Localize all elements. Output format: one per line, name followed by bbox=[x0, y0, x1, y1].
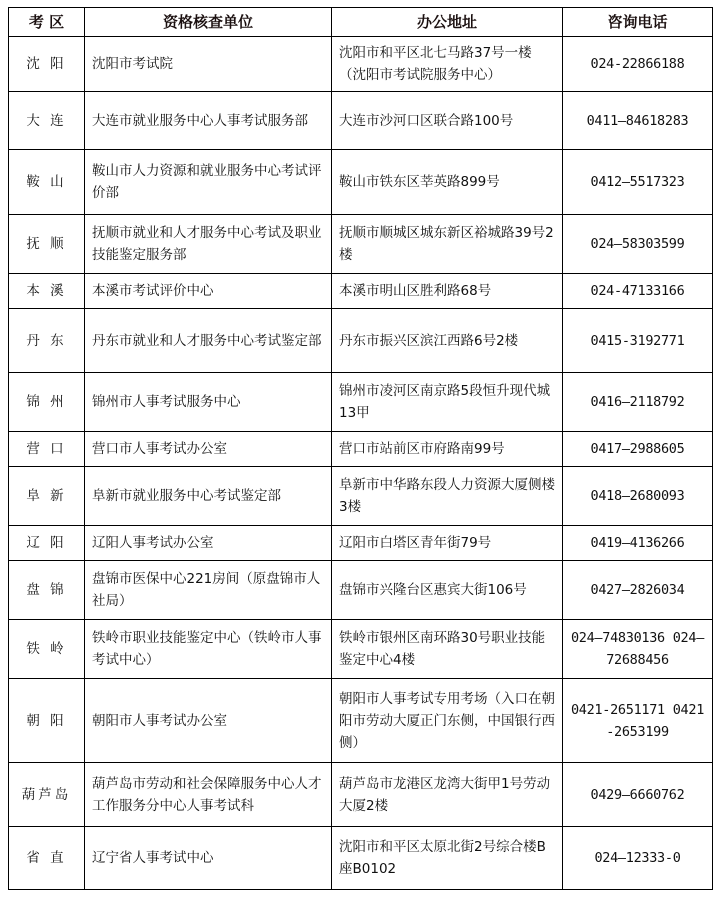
header-phone: 咨询电话 bbox=[563, 8, 713, 37]
header-unit: 资格核查单位 bbox=[85, 8, 332, 37]
region-cell: 阜 新 bbox=[9, 467, 85, 526]
table-row bbox=[9, 526, 713, 561]
phone-cell: 0417—2988605 bbox=[563, 432, 713, 467]
header-region: 考 区 bbox=[9, 8, 85, 37]
address-cell: 沈阳市和平区太原北街2号综合楼B座B0102 bbox=[332, 827, 563, 890]
address-cell: 丹东市振兴区滨江西路6号2楼 bbox=[332, 309, 563, 373]
unit-cell: 盘锦市医保中心221房间（原盘锦市人社局） bbox=[85, 561, 332, 620]
table-row bbox=[9, 373, 713, 432]
address-cell: 阜新市中华路东段人力资源大厦侧楼3楼 bbox=[332, 467, 563, 526]
table-row bbox=[9, 150, 713, 215]
table-row bbox=[9, 274, 713, 309]
address-cell: 盘锦市兴隆台区惠宾大街106号 bbox=[332, 561, 563, 620]
phone-cell: 0427—2826034 bbox=[563, 561, 713, 620]
table-header-row bbox=[9, 8, 713, 37]
address-cell: 锦州市凌河区南京路5段恒升现代城13甲 bbox=[332, 373, 563, 432]
table-row bbox=[9, 432, 713, 467]
region-cell: 沈 阳 bbox=[9, 37, 85, 92]
unit-cell: 辽阳人事考试办公室 bbox=[85, 526, 332, 561]
address-cell: 辽阳市白塔区青年街79号 bbox=[332, 526, 563, 561]
region-cell: 盘 锦 bbox=[9, 561, 85, 620]
unit-cell: 朝阳市人事考试办公室 bbox=[85, 679, 332, 763]
region-cell: 营 口 bbox=[9, 432, 85, 467]
table-row bbox=[9, 679, 713, 763]
table-row bbox=[9, 620, 713, 679]
table-row bbox=[9, 561, 713, 620]
unit-cell: 营口市人事考试办公室 bbox=[85, 432, 332, 467]
phone-cell: 024—74830136 024—72688456 bbox=[563, 620, 713, 679]
address-cell: 沈阳市和平区北七马路37号一楼（沈阳市考试院服务中心） bbox=[332, 37, 563, 92]
phone-cell: 0429—6660762 bbox=[563, 763, 713, 827]
unit-cell: 辽宁省人事考试中心 bbox=[85, 827, 332, 890]
region-cell: 本 溪 bbox=[9, 274, 85, 309]
region-cell: 铁 岭 bbox=[9, 620, 85, 679]
phone-cell: 024—12333-0 bbox=[563, 827, 713, 890]
table-row bbox=[9, 467, 713, 526]
unit-cell: 大连市就业服务中心人事考试服务部 bbox=[85, 92, 332, 150]
table-row bbox=[9, 763, 713, 827]
header-address: 办公地址 bbox=[332, 8, 563, 37]
table-row bbox=[9, 827, 713, 890]
phone-cell: 0419—4136266 bbox=[563, 526, 713, 561]
phone-cell: 0421-2651171 0421-2653199 bbox=[563, 679, 713, 763]
region-cell: 大 连 bbox=[9, 92, 85, 150]
phone-cell: 0411—84618283 bbox=[563, 92, 713, 150]
table-row bbox=[9, 92, 713, 150]
phone-cell: 0416—2118792 bbox=[563, 373, 713, 432]
address-cell: 营口市站前区市府路南99号 bbox=[332, 432, 563, 467]
address-cell: 鞍山市铁东区莘英路899号 bbox=[332, 150, 563, 215]
table-row bbox=[9, 309, 713, 373]
region-cell: 锦 州 bbox=[9, 373, 85, 432]
unit-cell: 本溪市考试评价中心 bbox=[85, 274, 332, 309]
unit-cell: 丹东市就业和人才服务中心考试鉴定部 bbox=[85, 309, 332, 373]
unit-cell: 锦州市人事考试服务中心 bbox=[85, 373, 332, 432]
unit-cell: 抚顺市就业和人才服务中心考试及职业技能鉴定服务部 bbox=[85, 215, 332, 274]
exam-contact-table bbox=[8, 7, 713, 890]
unit-cell: 葫芦岛市劳动和社会保障服务中心人才工作服务分中心人事考试科 bbox=[85, 763, 332, 827]
phone-cell: 024-47133166 bbox=[563, 274, 713, 309]
region-cell: 丹 东 bbox=[9, 309, 85, 373]
address-cell: 抚顺市顺城区城东新区裕城路39号2楼 bbox=[332, 215, 563, 274]
address-cell: 朝阳市人事考试专用考场（入口在朝阳市劳动大厦正门东侧，中国银行西侧） bbox=[332, 679, 563, 763]
unit-cell: 鞍山市人力资源和就业服务中心考试评价部 bbox=[85, 150, 332, 215]
region-cell: 朝 阳 bbox=[9, 679, 85, 763]
phone-cell: 0412—5517323 bbox=[563, 150, 713, 215]
unit-cell: 阜新市就业服务中心考试鉴定部 bbox=[85, 467, 332, 526]
region-cell: 葫芦岛 bbox=[9, 763, 85, 827]
unit-cell: 沈阳市考试院 bbox=[85, 37, 332, 92]
address-cell: 葫芦岛市龙港区龙湾大街甲1号劳动大厦2楼 bbox=[332, 763, 563, 827]
address-cell: 本溪市明山区胜利路68号 bbox=[332, 274, 563, 309]
address-cell: 大连市沙河口区联合路100号 bbox=[332, 92, 563, 150]
table-row bbox=[9, 215, 713, 274]
phone-cell: 024—58303599 bbox=[563, 215, 713, 274]
region-cell: 辽 阳 bbox=[9, 526, 85, 561]
region-cell: 抚 顺 bbox=[9, 215, 85, 274]
phone-cell: 0418—2680093 bbox=[563, 467, 713, 526]
phone-cell: 0415-3192771 bbox=[563, 309, 713, 373]
region-cell: 省 直 bbox=[9, 827, 85, 890]
table-row bbox=[9, 37, 713, 92]
region-cell: 鞍 山 bbox=[9, 150, 85, 215]
phone-cell: 024-22866188 bbox=[563, 37, 713, 92]
unit-cell: 铁岭市职业技能鉴定中心（铁岭市人事考试中心） bbox=[85, 620, 332, 679]
address-cell: 铁岭市银州区南环路30号职业技能鉴定中心4楼 bbox=[332, 620, 563, 679]
